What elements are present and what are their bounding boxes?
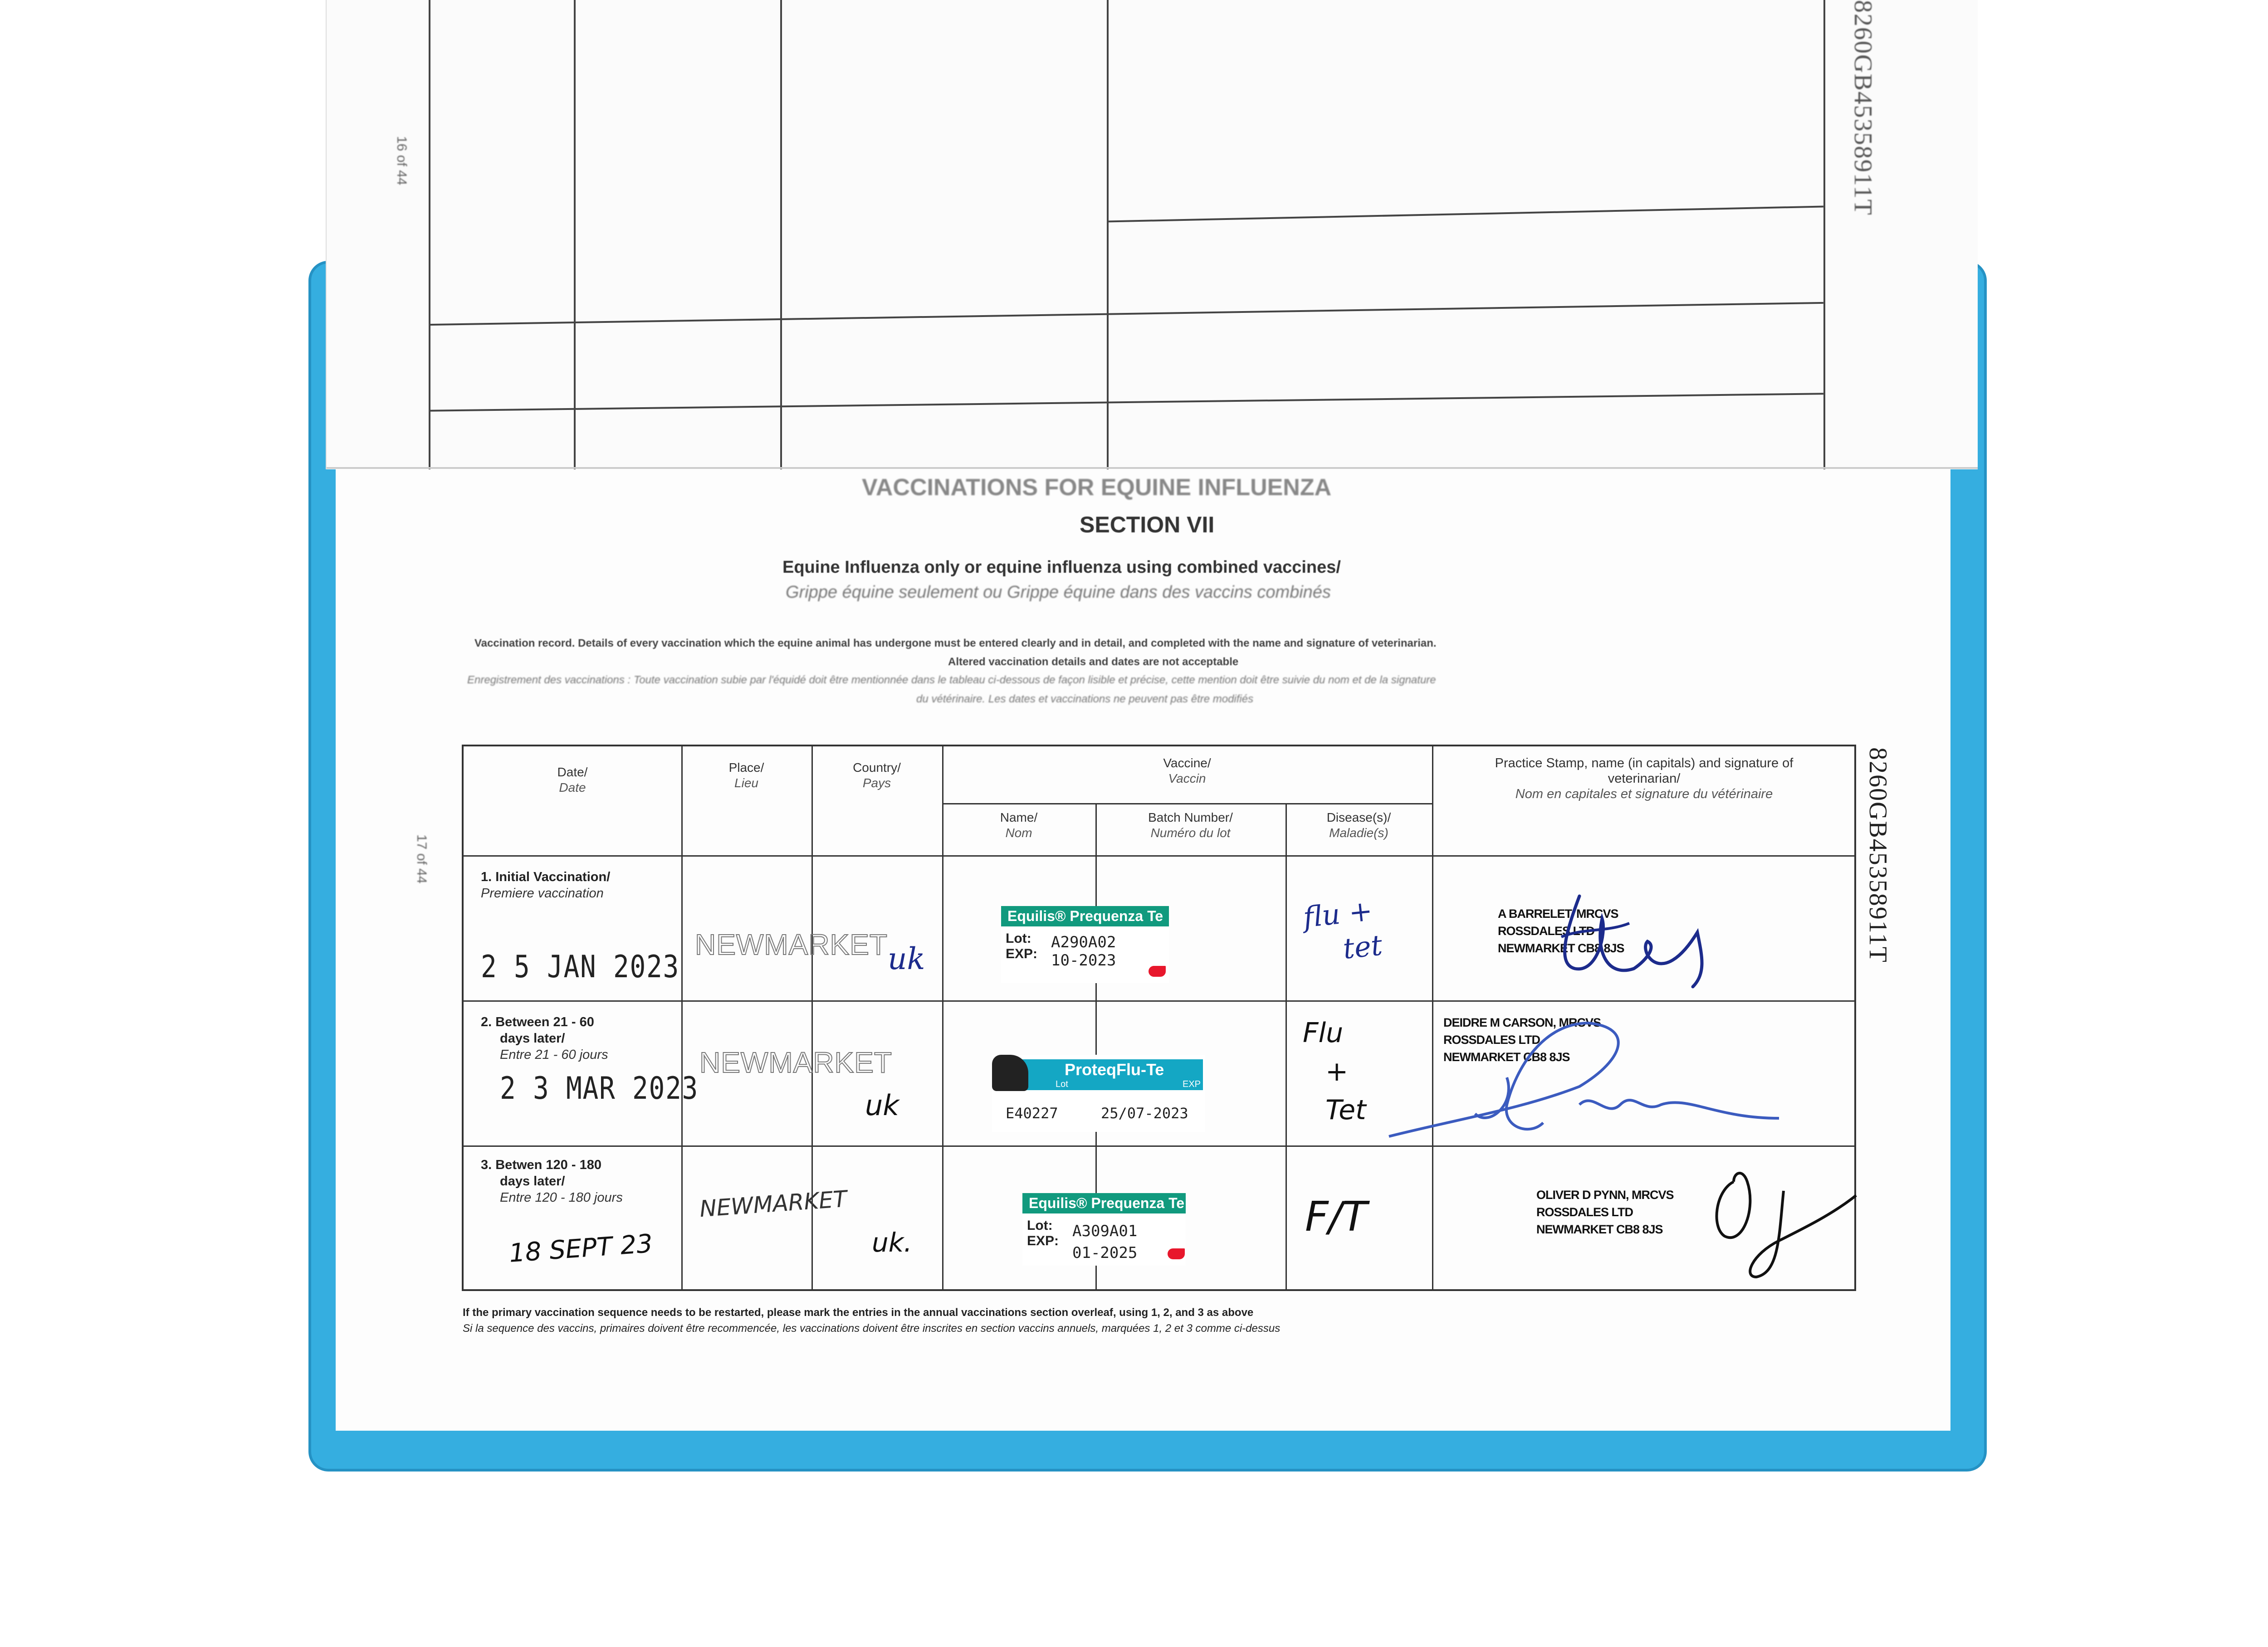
row2-vaccine-label [992, 1055, 1205, 1132]
header-country [811, 760, 942, 791]
header-place [681, 760, 811, 791]
instructions-en-2: Altered vaccination details and dates are not acceptable [948, 656, 1239, 668]
table-line [464, 855, 1856, 857]
header-disease-fr: Maladie(s) [1329, 826, 1388, 840]
header-disease-en: Disease(s)/ [1326, 810, 1391, 824]
row3-vet-stamp [1536, 1186, 1674, 1238]
row3-exp-date: 01-2025 [1072, 1244, 1138, 1262]
row3-date: 18 SEPT 23 [508, 1229, 654, 1268]
header-name-en: Name/ [1000, 810, 1038, 824]
row2-label-fr: Entre 21 - 60 jours [500, 1048, 608, 1062]
row1-label-logo [1149, 966, 1166, 977]
table-line [1286, 803, 1287, 1291]
page-number-top: 16 of 44 [394, 136, 409, 185]
header-vaccine-fr: Vaccin [1168, 771, 1206, 785]
row1-lot-label: Lot: [1006, 931, 1031, 946]
instructions-en-1: Vaccination record. Details of every vaccination which the equine animal has undergone must be entered clearly and in detail, and completed with the name and signature of veterinarian. [474, 637, 1437, 649]
header-disease [1286, 810, 1432, 841]
header-place-fr: Lieu [734, 776, 758, 790]
header-practice [1432, 755, 1856, 802]
row2-lot-number: E40227 [1006, 1105, 1058, 1122]
row3-signature [1706, 1155, 1870, 1282]
row1-vet-practice: ROSSDALES LTD [1498, 924, 1595, 938]
row3-lot-label: Lot: [1027, 1218, 1053, 1233]
row1-date-stamp: 2 5 JAN 2023 [481, 949, 679, 985]
row1-country: uk [888, 941, 925, 976]
header-country-en: Country/ [853, 760, 901, 775]
row2-label-en-1: 2. Between 21 - 60 [481, 1015, 594, 1029]
row3-exp-label: EXP: [1027, 1233, 1059, 1248]
row2-label [481, 1014, 608, 1063]
row1-lot-number: A290A02 [1051, 933, 1116, 951]
table-line [464, 1000, 1856, 1002]
header-name-fr: Nom [1005, 826, 1032, 840]
row3-lot-number: A309A01 [1072, 1222, 1138, 1240]
header-practice-fr: Nom en capitales et signature du vétérinaire [1515, 787, 1773, 801]
row3-vet-address: NEWMARKET CB8 8JS [1536, 1223, 1663, 1236]
row1-label-en: 1. Initial Vaccination/ [481, 870, 611, 884]
page-number: 17 of 44 [414, 834, 429, 884]
row1-disease-line2: tet [1341, 928, 1384, 965]
row1-signature [1498, 878, 1743, 996]
row2-signature [1371, 1014, 1797, 1150]
section-number: SECTION VII [1080, 512, 1215, 537]
serial-number-top: 8260GB45358911T [1849, 0, 1877, 216]
row1-exp-label: EXP: [1006, 946, 1038, 961]
header-practice-en-2: veterinarian/ [1608, 771, 1681, 786]
row2-disease-line3: Tet [1325, 1094, 1366, 1126]
row1-disease-line1: flu + [1301, 894, 1374, 934]
header-name [942, 810, 1095, 841]
row1-vet-name: A BARRELET, MRCVS [1498, 907, 1618, 921]
header-vaccine-en: Vaccine/ [1163, 756, 1211, 770]
row3-country: uk. [872, 1227, 912, 1258]
row2-lot-label: Lot [1056, 1079, 1068, 1089]
row2-date-stamp: 2 3 MAR 2023 [500, 1071, 699, 1106]
instructions-fr-2: du vétérinaire. Les dates et vaccinations ne peuvent pas être modifiés [916, 693, 1254, 705]
row2-label-en-2: days later/ [500, 1031, 565, 1046]
row3-vaccine-label [1022, 1193, 1186, 1266]
header-batch-fr: Numéro du lot [1150, 826, 1231, 840]
row1-vaccine-label [1001, 906, 1169, 983]
table-line [681, 746, 683, 1291]
table-line [574, 0, 576, 469]
row2-vet-address: NEWMARKET CB8 8JS [1443, 1050, 1570, 1064]
previous-page [326, 0, 1978, 469]
row1-label-fr: Premiere vaccination [481, 886, 604, 901]
vaccination-table [462, 745, 1856, 1291]
row2-exp-date: 25/07-2023 [1101, 1105, 1188, 1122]
row2-vet-name: DEIDRE M CARSON, MRCVS [1443, 1016, 1601, 1029]
row3-disease: F/T [1305, 1193, 1368, 1241]
header-vaccine [942, 755, 1432, 786]
row3-label-fr: Entre 120 - 180 jours [500, 1190, 623, 1205]
row3-vaccine-name: Equilis® Prequenza Te [1022, 1193, 1186, 1213]
header-place-en: Place/ [728, 760, 764, 775]
row2-vet-practice: ROSSDALES LTD [1443, 1033, 1540, 1047]
table-line [1107, 205, 1823, 222]
row1-place-stamp: NEWMARKET [695, 928, 888, 961]
row3-place: NEWMARKET [699, 1185, 848, 1223]
row3-label-logo [1168, 1248, 1185, 1259]
header-date [464, 765, 681, 795]
header-batch [1095, 810, 1286, 841]
row2-vaccine-name: ProteqFlu-Te [1065, 1060, 1164, 1079]
section-subtitle-en: Equine Influenza only or equine influenza using combined vaccines/ [782, 558, 1341, 577]
row1-disease [1301, 892, 1384, 971]
footnote-fr: Si la sequence des vaccins, primaires doivent être recommencée, les vaccinations doivent être inscrites en section vaccins annuels, marquées 1, 2 et 3 comme ci-dessus [463, 1322, 1281, 1335]
table-line [1107, 0, 1109, 469]
row2-disease-line1: Flu [1303, 1017, 1344, 1049]
row2-country: uk [865, 1089, 899, 1122]
row3-label [481, 1157, 623, 1206]
table-line [429, 302, 1823, 326]
row1-label [481, 869, 610, 901]
section-subtitle-fr: Grippe équine seulement ou Grippe équine dans des vaccins combinés [786, 583, 1331, 602]
header-date-fr: Date [559, 780, 586, 794]
header-batch-en: Batch Number/ [1148, 810, 1233, 824]
faded-heading: VACCINATIONS FOR EQUINE INFLUENZA [862, 474, 1332, 501]
row2-place-stamp: NEWMARKET [699, 1046, 892, 1079]
row1-vaccine-name: Equilis® Prequenza Te [1001, 906, 1169, 926]
header-date-en: Date/ [557, 765, 588, 779]
table-line [1823, 0, 1825, 469]
row1-vet-address: NEWMARKET CB8 8JS [1498, 941, 1624, 955]
serial-number: 8260GB45358911T [1864, 747, 1892, 963]
row1-exp-date: 10-2023 [1051, 951, 1116, 970]
table-line [429, 393, 1823, 412]
row3-vet-practice: ROSSDALES LTD [1536, 1205, 1633, 1219]
row3-vet-name: OLIVER D PYNN, MRCVS [1536, 1188, 1674, 1202]
row3-label-en-2: days later/ [500, 1174, 565, 1189]
footnote-en: If the primary vaccination sequence needs to be restarted, please mark the entries in the annual vaccinations section overleaf, using 1, 2, and 3 as above [463, 1306, 1254, 1319]
row2-disease-line2: + [1325, 1056, 1349, 1087]
row2-disease [1303, 1014, 1366, 1130]
header-practice-en-1: Practice Stamp, name (in capitals) and signature of [1495, 756, 1794, 770]
instructions-fr-1: Enregistrement des vaccinations : Toute vaccination subie par l'équidé doit être mentionnée dans le tableau ci-dessous de façon lisible et précise, cette mention doit être suivie du nom et de la signature [467, 674, 1436, 686]
row3-label-en-1: 3. Betwen 120 - 180 [481, 1158, 601, 1172]
header-country-fr: Pays [862, 776, 891, 790]
row2-logo-icon [992, 1055, 1028, 1091]
table-line [429, 0, 430, 469]
row2-exp-label: EXP [1183, 1079, 1201, 1089]
table-line [780, 0, 782, 469]
table-line [327, 467, 1978, 469]
table-line [942, 803, 1432, 804]
